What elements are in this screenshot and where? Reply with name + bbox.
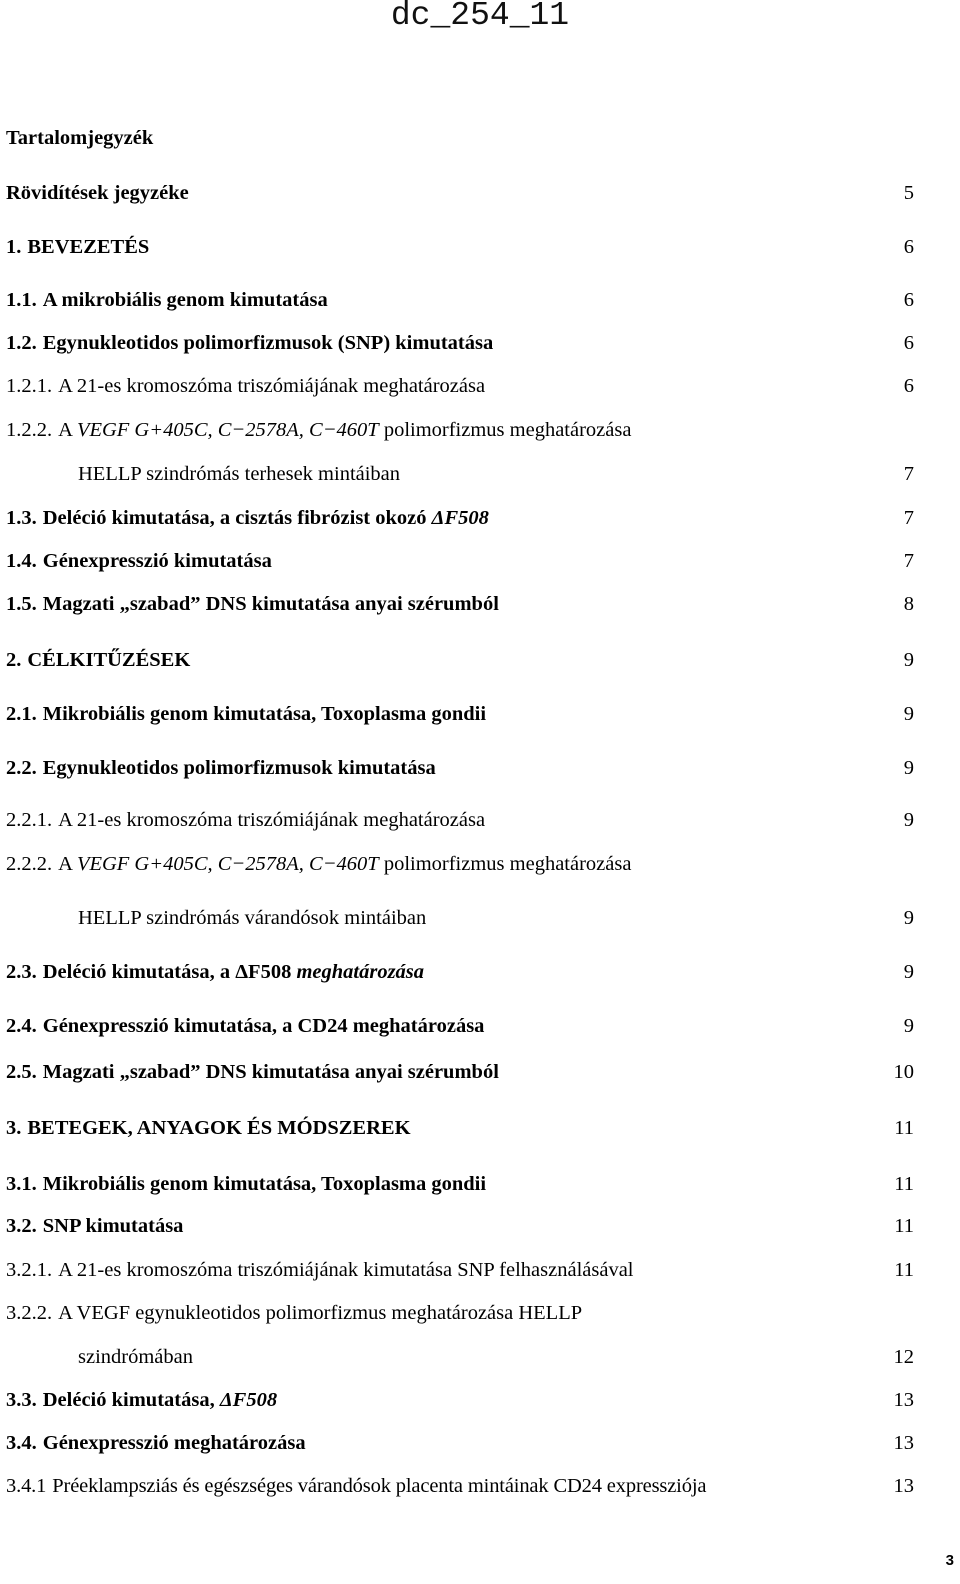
toc-entry-num: 2.1. <box>6 703 37 725</box>
toc-entry-num: 2.2.1. <box>6 809 53 831</box>
toc-entry-text: Magzati „szabad” DNS kimutatása anyai szérumból <box>42 1061 499 1083</box>
toc-entry-text: A <box>58 853 72 875</box>
toc-page-number: 11 <box>894 1117 914 1139</box>
toc-page-number: 6 <box>903 289 914 311</box>
toc-entry-num: 2.2.2. <box>6 853 53 875</box>
toc-entry-text-2: , a CD24 meghatározása <box>271 1015 485 1037</box>
toc-entry-text: Deléció kimutatása, <box>42 1389 215 1411</box>
toc-page-number: 9 <box>903 809 914 831</box>
toc-entry-2-1 <box>6 702 486 726</box>
toc-entry-2-5 <box>6 1060 499 1084</box>
toc-page-number: 7 <box>903 507 914 529</box>
toc-entry-3-4 <box>6 1431 306 1455</box>
toc-entry-num: 3.4.1 <box>6 1475 47 1497</box>
toc-page-number: 13 <box>893 1475 914 1497</box>
toc-page-number: 9 <box>903 703 914 725</box>
toc-entry-3-1 <box>6 1172 486 1196</box>
toc-entry-rest: polimorfizmus meghatározása <box>383 419 632 441</box>
toc-page-number: 9 <box>903 1015 914 1037</box>
toc-entry-text: Génexpresszió kimutatása <box>42 1015 272 1037</box>
toc-entry-num: 1.2.2. <box>6 419 53 441</box>
toc-entry-3-3 <box>6 1388 277 1412</box>
toc-entry-2-4 <box>6 1014 484 1038</box>
toc-entry-num: 1. <box>6 236 22 258</box>
toc-entry-1-2 <box>6 331 493 355</box>
toc-entry-abbreviations <box>6 181 189 205</box>
toc-entry-num: 2. <box>6 649 22 671</box>
toc-page-number: 10 <box>893 1061 914 1083</box>
toc-entry-text: Génexpresszió kimutatása <box>42 550 272 572</box>
toc-entry-continuation: HELLP szindrómás terhesek mintáiban <box>78 463 401 485</box>
toc-entry-text: Mikrobiális genom kimutatása, Toxoplasma gondii <box>42 703 487 725</box>
toc-page-number: 6 <box>903 375 914 397</box>
toc-page-number: 6 <box>903 236 914 258</box>
toc-entry-num: 1.5. <box>6 593 37 615</box>
toc-page-number: 12 <box>893 1346 914 1368</box>
toc-entry-num: 2.4. <box>6 1015 37 1037</box>
toc-page-number: 9 <box>903 649 914 671</box>
toc-entry-text: A 21-es kromoszóma triszómiájának meghatározása <box>58 375 486 397</box>
toc-entry-num: 3. <box>6 1117 22 1139</box>
toc-page-number: 7 <box>903 550 914 572</box>
toc-entry-rest: polimorfizmus meghatározása <box>383 853 632 875</box>
toc-entry-1-2-1 <box>6 374 485 398</box>
toc-page-number: 11 <box>894 1259 914 1281</box>
toc-entry-3 <box>6 1116 411 1140</box>
toc-entry-text: A 21-es kromoszóma triszómiájának meghatározása <box>58 809 486 831</box>
toc-entry-text: Egynukleotidos polimorfizmusok kimutatása <box>42 757 436 779</box>
toc-entry-text: A mikrobiális genom kimutatása <box>42 289 328 311</box>
toc-entry-italic: VEGF G+405C, C−2578A, C−460T <box>76 853 379 875</box>
toc-entry-2-2 <box>6 756 436 780</box>
toc-entry-3-2-2 <box>6 1301 582 1325</box>
toc-entry-continuation: HELLP szindrómás várandósok mintáiban <box>78 907 427 929</box>
toc-entry-num: 2.5. <box>6 1061 37 1083</box>
toc-entry-num: 3.2. <box>6 1215 37 1237</box>
toc-title: Tartalomjegyzék <box>6 127 154 149</box>
toc-entry-num: 2.3. <box>6 961 37 983</box>
toc-page-number: 7 <box>903 463 914 485</box>
toc-entry-text: Génexpresszió meghatározása <box>42 1432 306 1454</box>
toc-page-number: 8 <box>903 593 914 615</box>
toc-entry-italic: ΔF508 <box>431 507 489 529</box>
toc-entry-1-4 <box>6 549 272 573</box>
toc-entry-num: 1.1. <box>6 289 37 311</box>
toc-entry-num: 3.3. <box>6 1389 37 1411</box>
toc-entry-num: 1.2.1. <box>6 375 53 397</box>
toc-entry-text: A 21-es kromoszóma triszómiájának kimutatása SNP felhasználásával <box>58 1259 634 1281</box>
toc-entry-text: Egynukleotidos polimorfizmusok (SNP) kimutatása <box>42 332 494 354</box>
toc-page-number: 11 <box>894 1215 914 1237</box>
toc-entry-text: BETEGEK, ANYAGOK ÉS MÓDSZEREK <box>27 1117 411 1139</box>
toc-entry-bold: ΔF508 <box>235 961 292 983</box>
toc-entry-text: Mikrobiális genom kimutatása, Toxoplasma gondii <box>42 1173 487 1195</box>
toc-entry-text: BEVEZETÉS <box>27 236 150 258</box>
toc-page-number: 9 <box>903 907 914 929</box>
toc-page-number: 9 <box>903 757 914 779</box>
toc-entry-text: Rövidítések jegyzéke <box>6 182 189 204</box>
toc-entry-2-3 <box>6 960 424 984</box>
toc-entry-2-2-2 <box>6 852 631 876</box>
toc-page-number: 11 <box>894 1173 914 1195</box>
toc-entry-num: 3.2.1. <box>6 1259 53 1281</box>
toc-entry-continuation: szindrómában <box>78 1346 193 1368</box>
toc-entry-num: 3.1. <box>6 1173 37 1195</box>
toc-entry-1-3 <box>6 506 489 530</box>
toc-entry-num: 1.4. <box>6 550 37 572</box>
toc-entry-3-2 <box>6 1214 183 1238</box>
toc-page-number: 13 <box>893 1432 914 1454</box>
toc-entry-1 <box>6 235 149 259</box>
toc-entry-3-2-1 <box>6 1258 634 1282</box>
toc-entry-1-1 <box>6 288 328 312</box>
toc-page-number: 5 <box>903 182 914 204</box>
toc-entry-num: 1.3. <box>6 507 37 529</box>
toc-entry-text: Deléció kimutatása, a <box>42 961 231 983</box>
toc-entry-text: Deléció kimutatása, a cisztás fibrózist okozó <box>42 507 427 529</box>
toc-entry-text: A <box>58 419 72 441</box>
toc-entry-italic: ΔF508 <box>219 1389 278 1411</box>
toc-entry-1-5 <box>6 592 499 616</box>
toc-entry-text: CÉLKITŰZÉSEK <box>27 649 191 671</box>
toc-entry-num: 1.2. <box>6 332 37 354</box>
page-number: 3 <box>945 1552 954 1569</box>
toc-entry-num: 2.2. <box>6 757 37 779</box>
toc-entry-text: Magzati „szabad” DNS kimutatása anyai szérumból <box>42 593 499 615</box>
toc-page-number: 6 <box>903 332 914 354</box>
toc-page-number: 9 <box>903 961 914 983</box>
toc-entry-text: SNP kimutatása <box>42 1215 184 1237</box>
toc-entry-text: Préeklampsziás és egészséges várandósok placenta mintáinak CD24 expressziója <box>52 1475 707 1497</box>
toc-entry-italic: VEGF G+405C, C−2578A, C−460T <box>76 419 379 441</box>
toc-page-number: 13 <box>893 1389 914 1411</box>
toc-entry-1-2-2 <box>6 418 631 442</box>
toc-entry-italic: meghatározása <box>296 961 425 983</box>
document-header: dc_254_11 <box>390 0 570 34</box>
toc-entry-text: A VEGF egynukleotidos polimorfizmus meghatározása HELLP <box>58 1302 583 1324</box>
toc-entry-num: 3.2.2. <box>6 1302 53 1324</box>
toc-entry-3-4-1 <box>6 1474 706 1498</box>
toc-entry-2-2-1 <box>6 808 485 832</box>
toc-entry-num: 3.4. <box>6 1432 37 1454</box>
toc-entry-2 <box>6 648 190 672</box>
